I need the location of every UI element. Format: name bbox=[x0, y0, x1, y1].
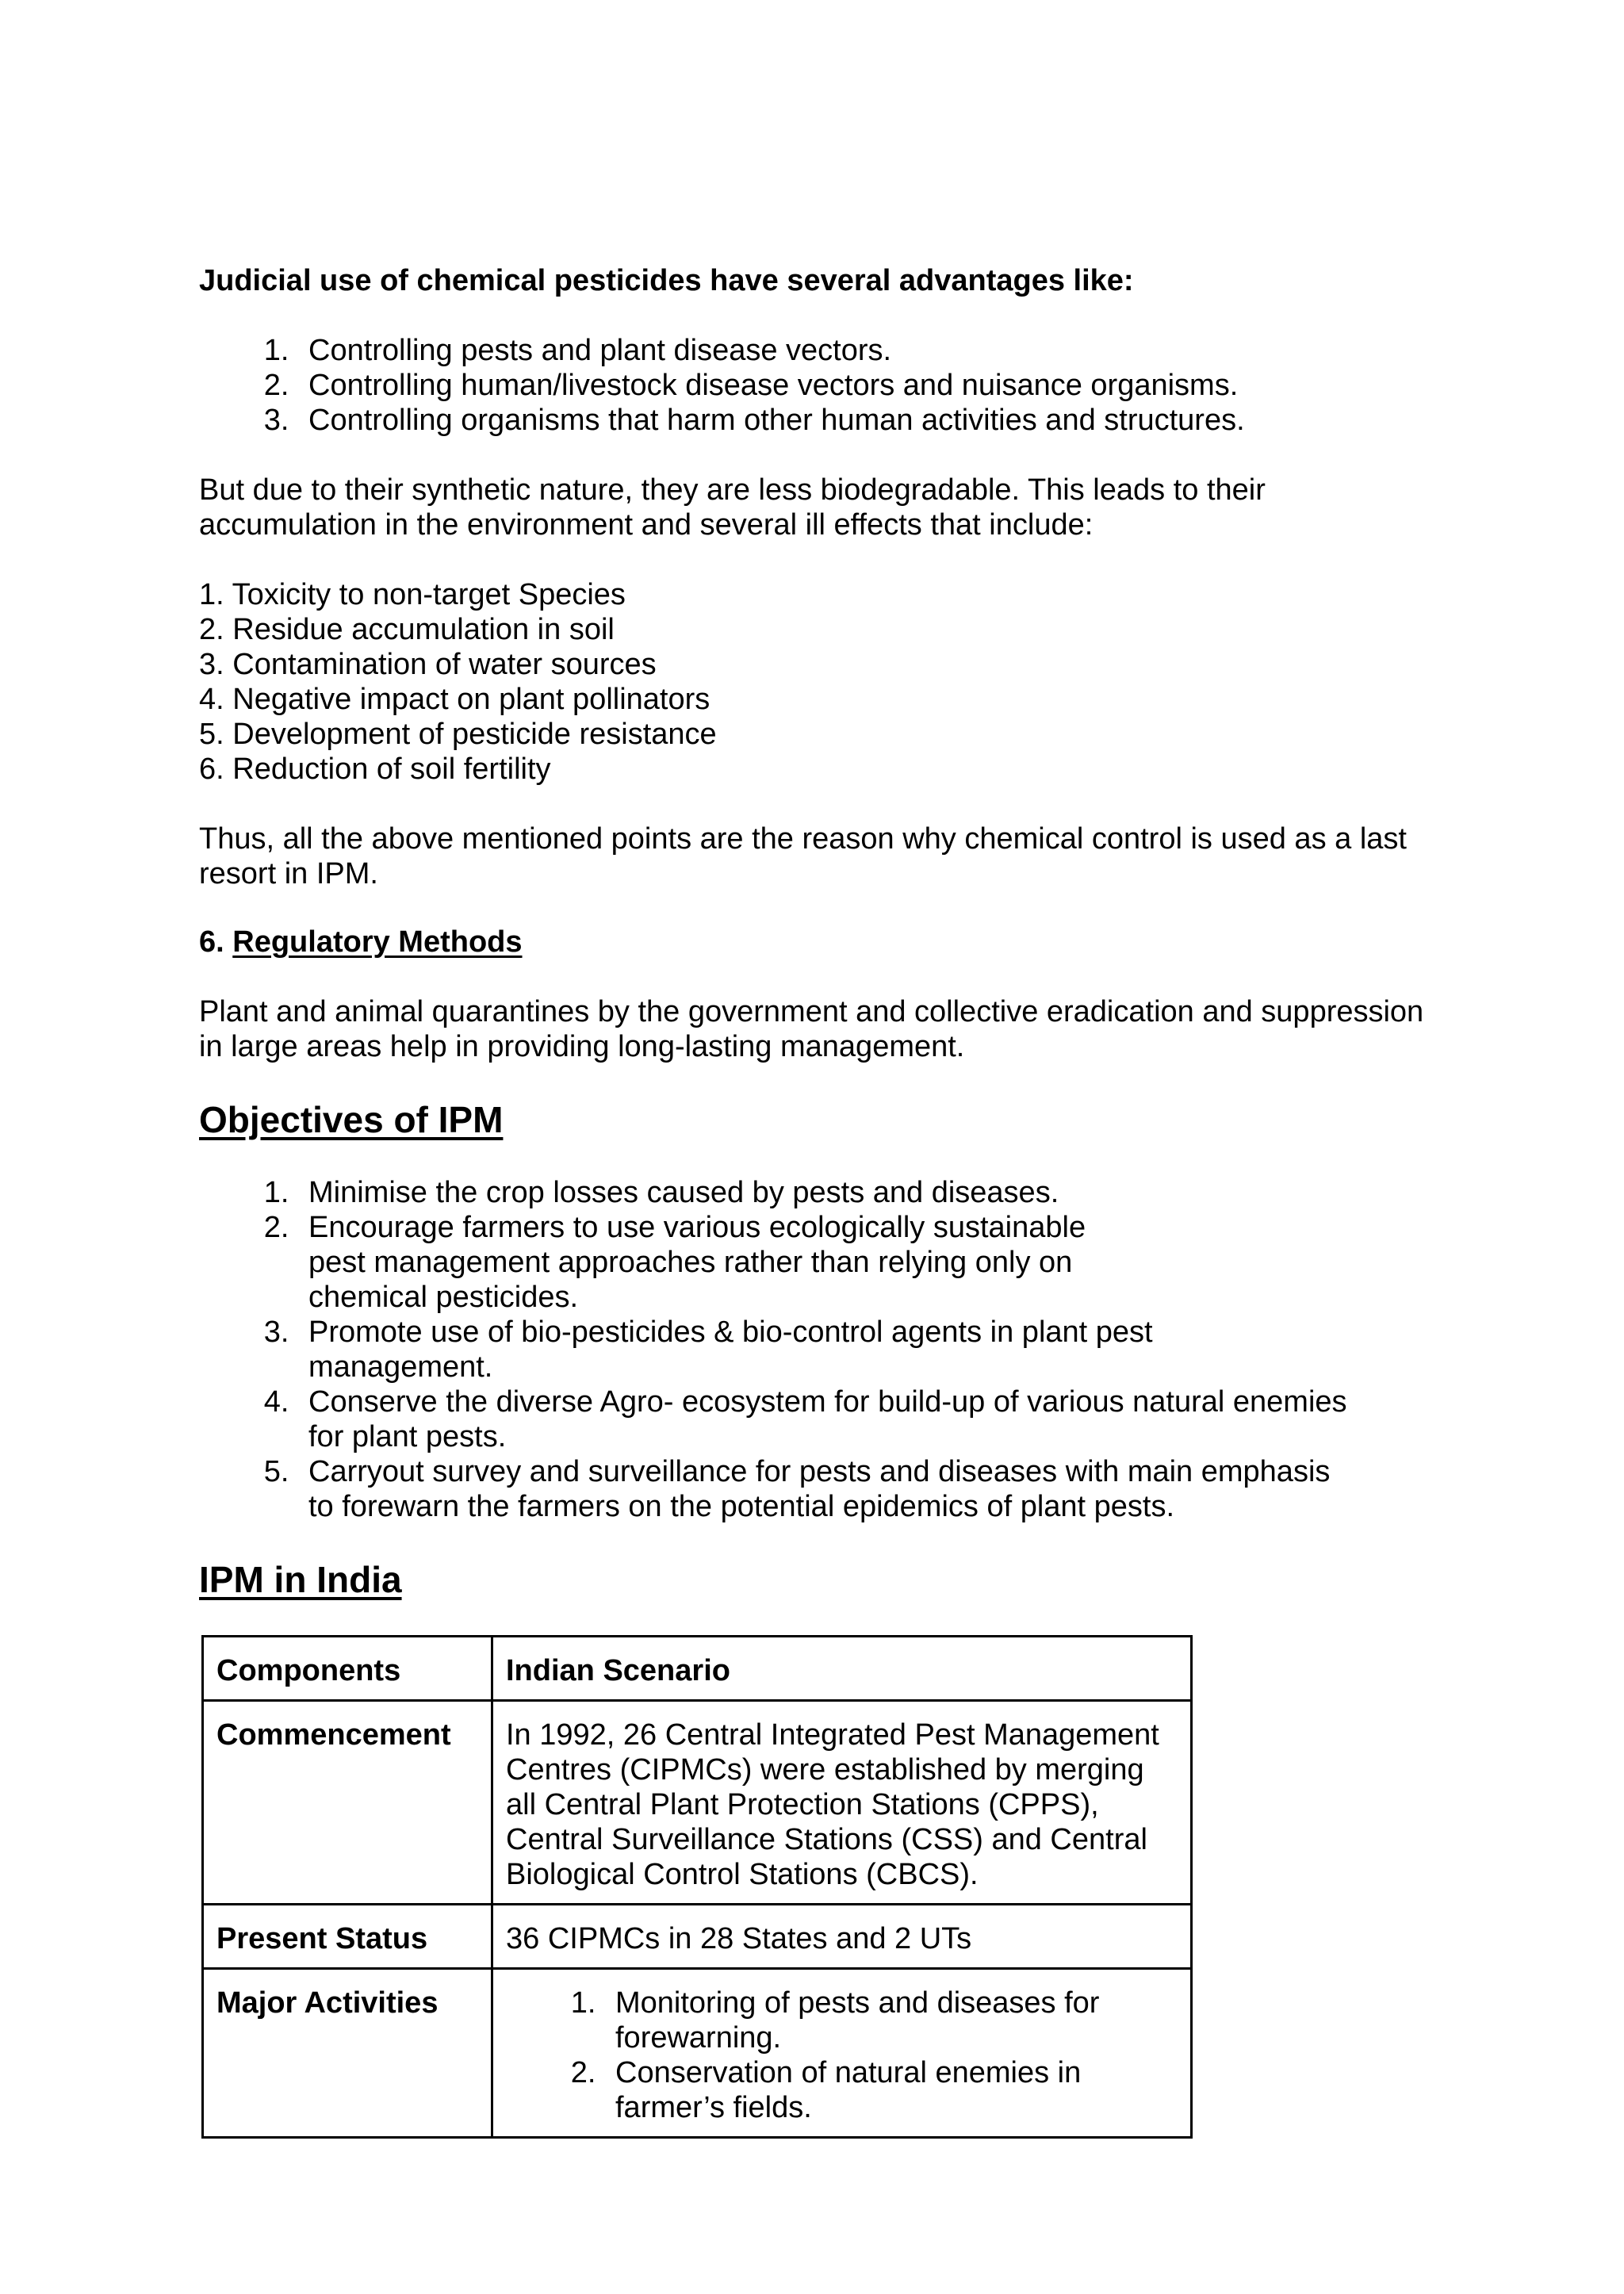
ipm-india-table bbox=[201, 1635, 1193, 2139]
regulatory-heading bbox=[199, 925, 1436, 959]
table-cell: In 1992, 26 Central Integrated Pest Management Centres (CIPMCs) were established by merging all Central Plant Protection Stations (CPPS), Central Surveillance Stations (CSS) and Central Biological Control Stations (CBCS). bbox=[492, 1701, 1192, 1905]
activities-list bbox=[506, 1986, 1178, 2125]
list-item: 5. Development of pesticide resistance bbox=[199, 718, 717, 751]
table-row bbox=[203, 1905, 1192, 1969]
list-item: 1. Monitoring of pests and diseases for forewarning. bbox=[604, 1986, 1178, 2055]
ill-effects-conclusion: Thus, all the above mentioned points are the reason why chemical control is used as a last resort in IPM. bbox=[199, 822, 1407, 890]
regulatory-number: 6. bbox=[199, 925, 224, 959]
list-item: 2. Residue accumulation in soil bbox=[199, 613, 615, 646]
list-item: 2. Controlling human/livestock disease vectors and nuisance organisms. bbox=[297, 368, 1436, 403]
table-cell-label: Major Activities bbox=[203, 1969, 492, 2138]
document-page bbox=[199, 263, 1436, 2139]
table-header-cell: Components bbox=[203, 1637, 492, 1701]
table-header-cell: Indian Scenario bbox=[492, 1637, 1192, 1701]
advantages-list bbox=[199, 333, 1436, 438]
regulatory-text: Plant and animal quarantines by the government and collective eradication and suppression in large areas help in providing long-lasting management. bbox=[199, 995, 1424, 1063]
list-item: 3. Promote use of bio-pesticides & bio-control agents in plant pest management. bbox=[297, 1315, 1344, 1384]
table-cell-label: Present Status bbox=[203, 1905, 492, 1969]
list-item: 5. Carryout survey and surveillance for pests and diseases with main emphasis to forewarn the farmers on the potential epidemics of plant pests. bbox=[297, 1454, 1339, 1524]
list-item: 1. Toxicity to non-target Species bbox=[199, 578, 626, 611]
ipm-india-heading: IPM in India bbox=[199, 1559, 402, 1600]
table-cell-label: Commencement bbox=[203, 1701, 492, 1905]
list-item: 2. Encourage farmers to use various ecologically sustainable pest management approaches rather than relying only on chemical pesticides. bbox=[297, 1210, 1149, 1315]
list-item: 6. Reduction of soil fertility bbox=[199, 753, 551, 786]
table-row bbox=[203, 1701, 1192, 1905]
regulatory-title: Regulatory Methods bbox=[232, 925, 523, 959]
objectives-heading: Objectives of IPM bbox=[199, 1099, 504, 1140]
list-item: 2. Conservation of natural enemies in farmer’s fields. bbox=[604, 2055, 1178, 2125]
objectives-list bbox=[199, 1175, 1347, 1524]
list-item: 1. Controlling pests and plant disease vectors. bbox=[297, 333, 1436, 368]
ill-effects-intro: But due to their synthetic nature, they are less biodegradable. This leads to their accumulation in the environment and several ill effects that include: bbox=[199, 473, 1266, 542]
list-item: 3. Contamination of water sources bbox=[199, 648, 657, 681]
table-row bbox=[203, 1969, 1192, 2138]
table-row bbox=[203, 1637, 1192, 1701]
table-cell bbox=[492, 1969, 1192, 2138]
list-item: 3. Controlling organisms that harm other human activities and structures. bbox=[297, 403, 1436, 438]
list-item: 4. Conserve the diverse Agro- ecosystem for build-up of various natural enemies for plant pests. bbox=[297, 1384, 1355, 1454]
ill-effects-list bbox=[199, 577, 1436, 787]
advantages-heading: Judicial use of chemical pesticides have several advantages like: bbox=[199, 264, 1134, 297]
list-item: 4. Negative impact on plant pollinators bbox=[199, 683, 710, 716]
table-cell: 36 CIPMCs in 28 States and 2 UTs bbox=[492, 1905, 1192, 1969]
list-item: 1. Minimise the crop losses caused by pests and diseases. bbox=[297, 1175, 1344, 1210]
